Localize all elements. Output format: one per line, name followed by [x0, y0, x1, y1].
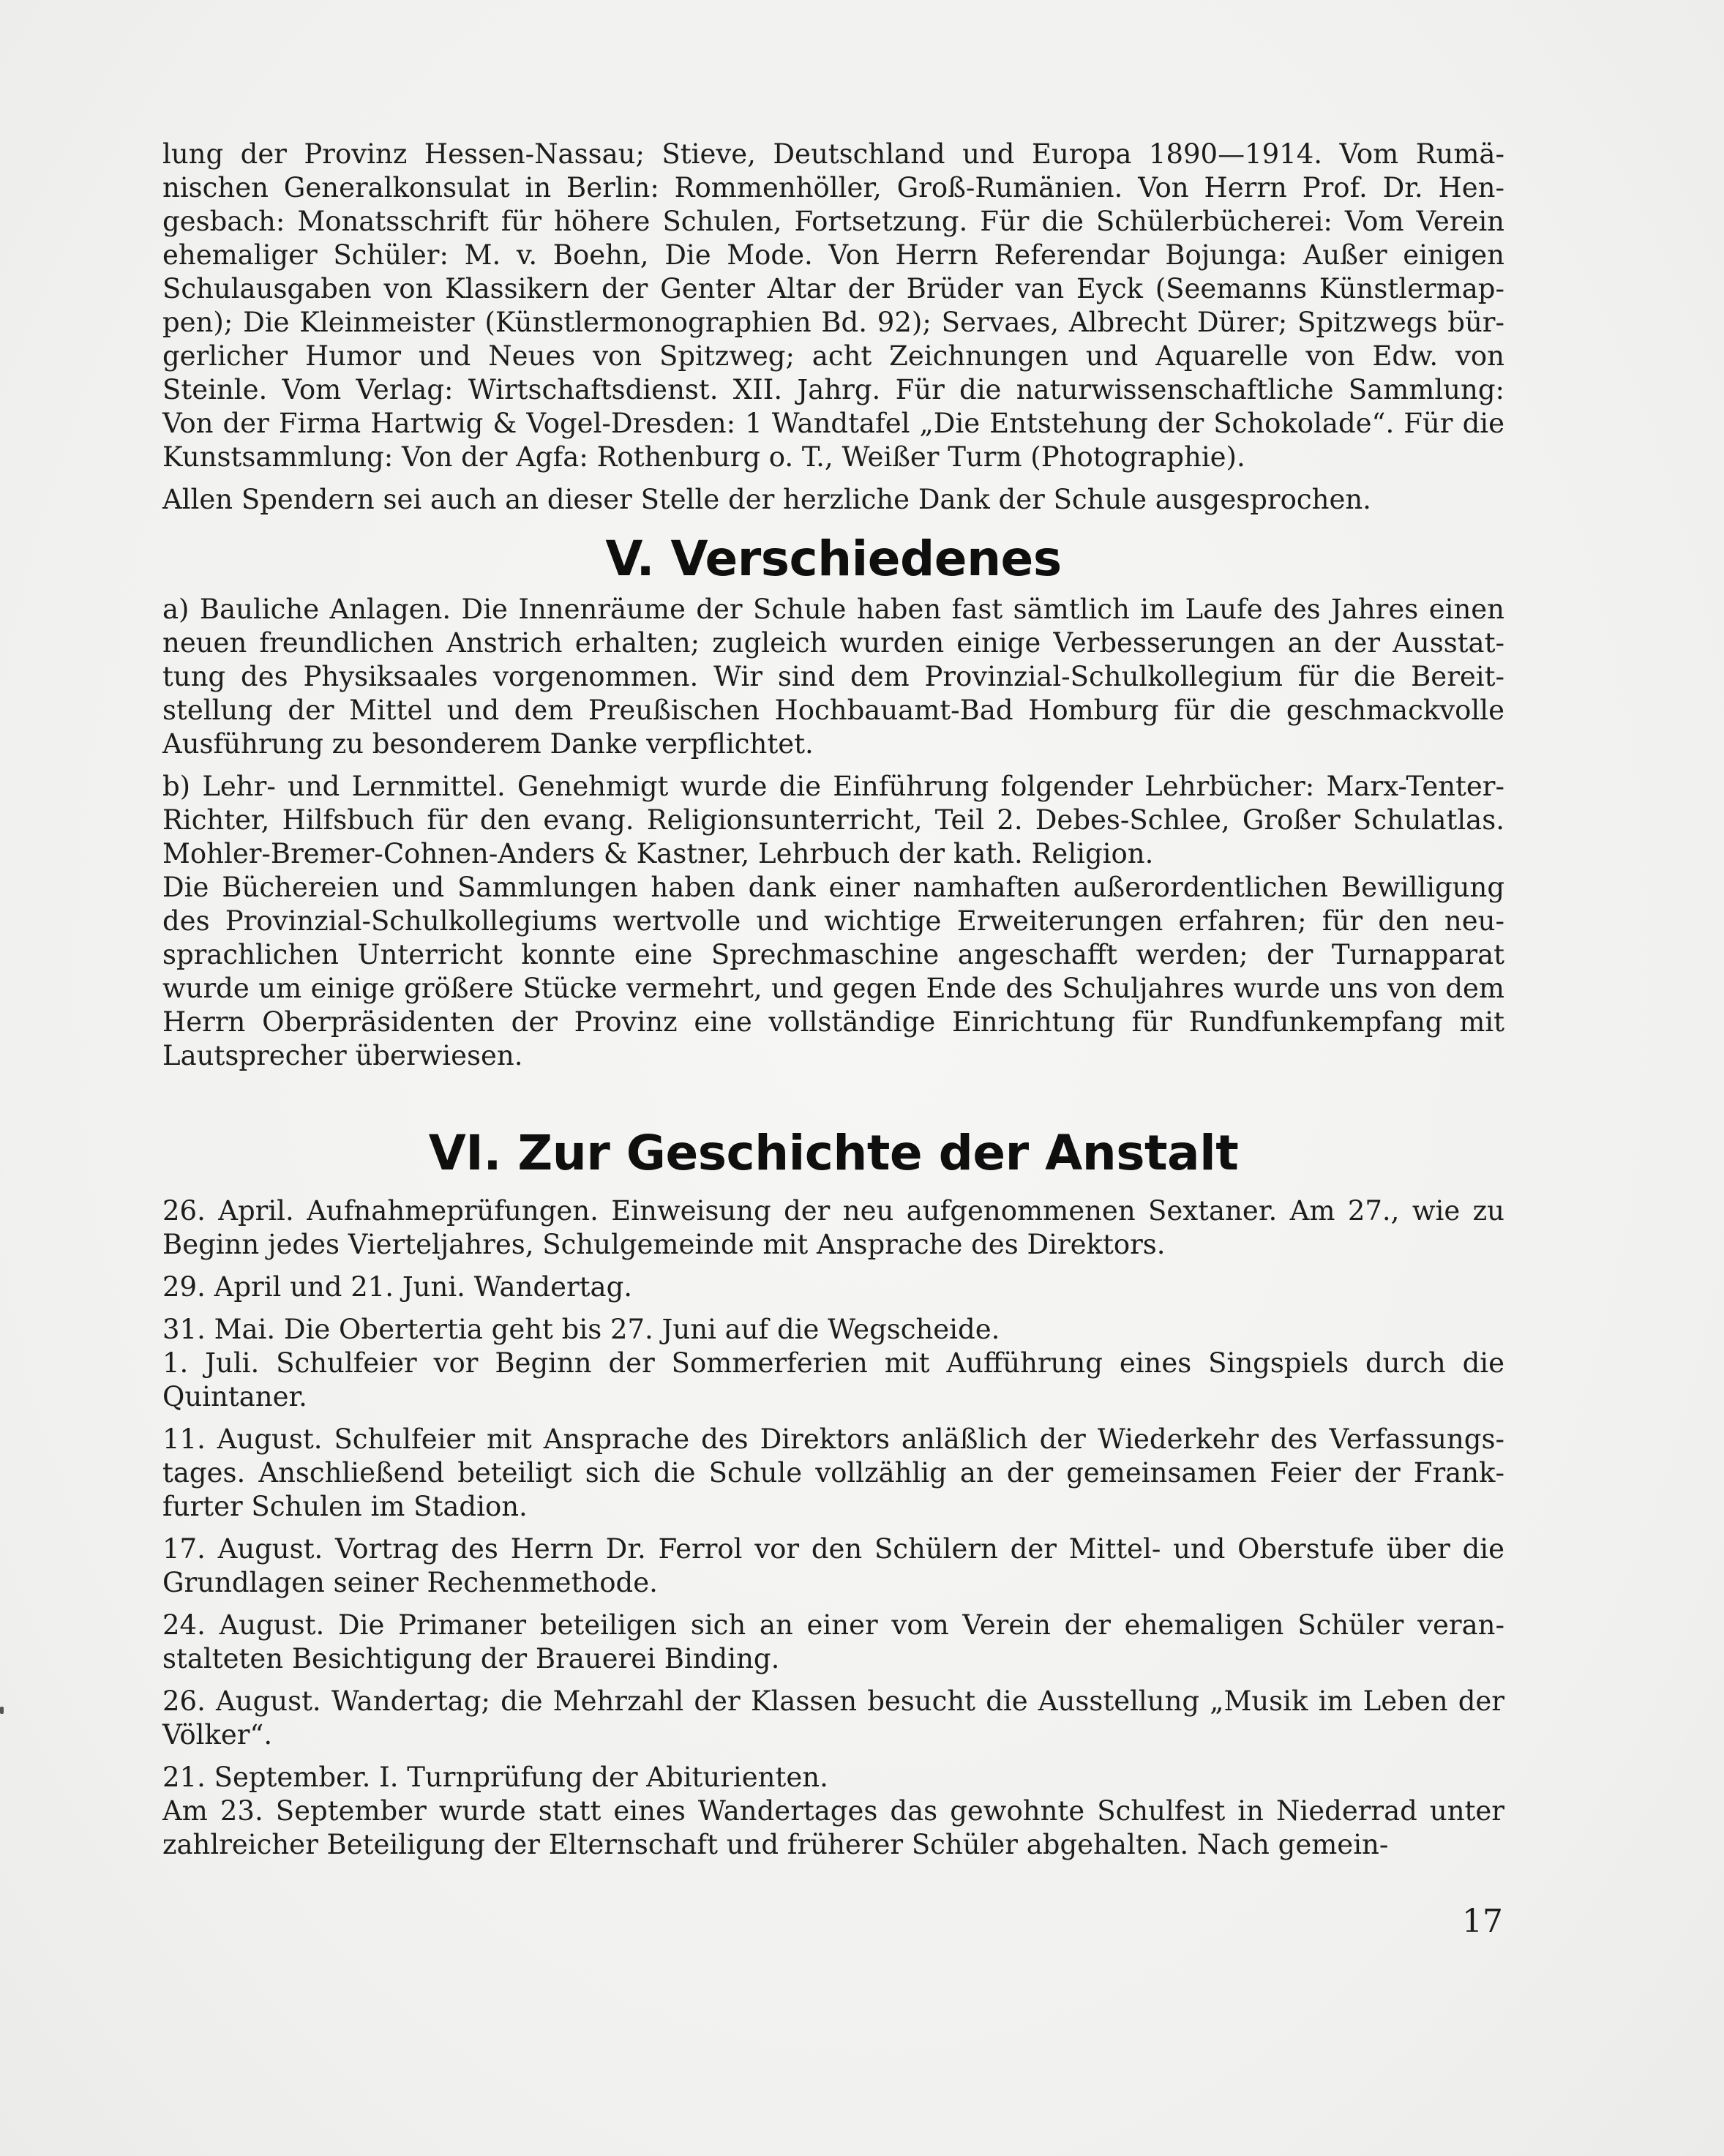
- chronicle-entry: 31. Mai. Die Obertertia geht bis 27. Juni auf die Wegscheide.: [162, 1314, 1000, 1345]
- binding-hole-mark: [0, 1707, 4, 1714]
- chronicle-entry: 1. Juli. Schulfeier vor Beginn der Sommerferien mit Aufführung eines Singspiels durch die Quintaner.: [162, 1347, 1504, 1412]
- section-heading-geschichte: VI. Zur Geschichte der Anstalt: [428, 1125, 1239, 1181]
- chronicle-entry: Am 23. September wurde statt eines Wandertages das gewohnte Schulfest in Niederrad unter zahlreicher Beteiligung der Elternschaft und früherer Schüler abgehalten. Nach gemein-: [162, 1795, 1504, 1860]
- chronicle-entry: 21. September. I. Turnprüfung der Abiturienten.: [162, 1762, 828, 1793]
- thanks-paragraph: Allen Spendern sei auch an dieser Stelle der herzliche Dank der Schule ausgesprochen.: [162, 484, 1371, 515]
- chronicle-entry: 24. August. Die Primaner beteiligen sich an einer vom Verein der ehemaligen Schüler veranstalteten Besichtigung der Brauerei Binding.: [162, 1609, 1504, 1674]
- donations-paragraph: lung der Provinz Hessen-Nassau; Stieve, Deutschland und Europa 1890—1914. Vom Rumänischen Generalkonsulat in Berlin: Rommenhöller, Groß-Rumänien. Von Herrn Prof. Dr. Hengesbach: Monatsschrift für höhere Schulen, Fortsetzung. Für die Schülerbücherei: Vom Verein ehemaliger Schüler: M. v. Boehn, Die Mode. Von Herrn Referendar Bojunga: Außer einigen Schulausgaben von Klassikern der Genter Altar der Brüder van Eyck (Seemanns Künstlermappen); Die Kleinmeister (Künstlermonographien Bd. 92); Servaes, Albrecht Dürer; Spitzwegs bürgerlicher Humor und Neues von Spitzweg; acht Zeichnungen und Aquarelle von Edw. von Steinle. Vom Verlag: Wirtschaftsdienst. XII. Jahrg. Für die naturwissenschaftliche Sammlung: Von der Firma Hartwig & Vogel-Dresden: 1 Wandtafel „Die Entstehung der Schokolade“. Für die Kunstsammlung: Von der Agfa: Rothenburg o. T., Weißer Turm (Photographie).: [162, 138, 1504, 473]
- teaching-materials-paragraph: b) Lehr- und Lernmittel. Genehmigt wurde die Einführung folgender Lehrbücher: Marx-Tenter-Richter, Hilfsbuch für den evang. Religionsunterricht, Teil 2. Debes-Schlee, Großer Schulatlas. Mohler-Bremer-Cohnen-Anders & Kastner, Lehrbuch der kath. Religion.: [162, 771, 1504, 869]
- chronicle-entry: 26. April. Aufnahmeprüfungen. Einweisung der neu aufgenommenen Sextaner. Am 27., wie zu Beginn jedes Vierteljahres, Schulgemeinde mit Ansprache des Direktors.: [162, 1195, 1504, 1260]
- section-heading-verschiedenes: V. Verschiedenes: [605, 531, 1062, 587]
- text-column: [162, 138, 1504, 1862]
- building-paragraph: a) Bauliche Anlagen. Die Innenräume der Schule haben fast sämtlich im Laufe des Jahres einen neuen freundlichen Anstrich erhalten; zugleich wurden einige Verbesserungen an der Ausstattung des Physiksaales vorgenommen. Wir sind dem Provinzial-Schulkollegium für die Bereitstellung der Mittel und dem Preußischen Hochbauamt-Bad Homburg für die geschmackvolle Ausführung zu besonderem Danke verpflichtet.: [162, 594, 1504, 760]
- libraries-paragraph: Die Büchereien und Sammlungen haben dank einer namhaften außerordentlichen Bewilligung des Provinzial-Schulkollegiums wertvolle und wichtige Erweiterungen erfahren; für den neusprachlichen Unterricht konnte eine Sprechmaschine angeschafft werden; der Turnapparat wurde um einige größere Stücke vermehrt, und gegen Ende des Schuljahres wurde uns von dem Herrn Oberpräsidenten der Provinz eine vollständige Einrichtung für Rundfunkempfang mit Lautsprecher überwiesen.: [162, 872, 1504, 1071]
- chronicle-entry: 11. August. Schulfeier mit Ansprache des Direktors anläßlich der Wiederkehr des Verfassungstages. Anschließend beteiligt sich die Schule vollzählig an der gemeinsamen Feier der Frankfurter Schulen im Stadion.: [162, 1423, 1504, 1522]
- page-number: 17: [1462, 1903, 1503, 1940]
- chronicle-entry: 26. August. Wandertag; die Mehrzahl der Klassen besucht die Ausstellung „Musik im Leben der Völker“.: [162, 1685, 1504, 1751]
- chronicle-entry: 29. April und 21. Juni. Wandertag.: [162, 1271, 633, 1303]
- chronicle-entry: 17. August. Vortrag des Herrn Dr. Ferrol vor den Schülern der Mittel- und Oberstufe über die Grundlagen seiner Rechenmethode.: [162, 1533, 1504, 1598]
